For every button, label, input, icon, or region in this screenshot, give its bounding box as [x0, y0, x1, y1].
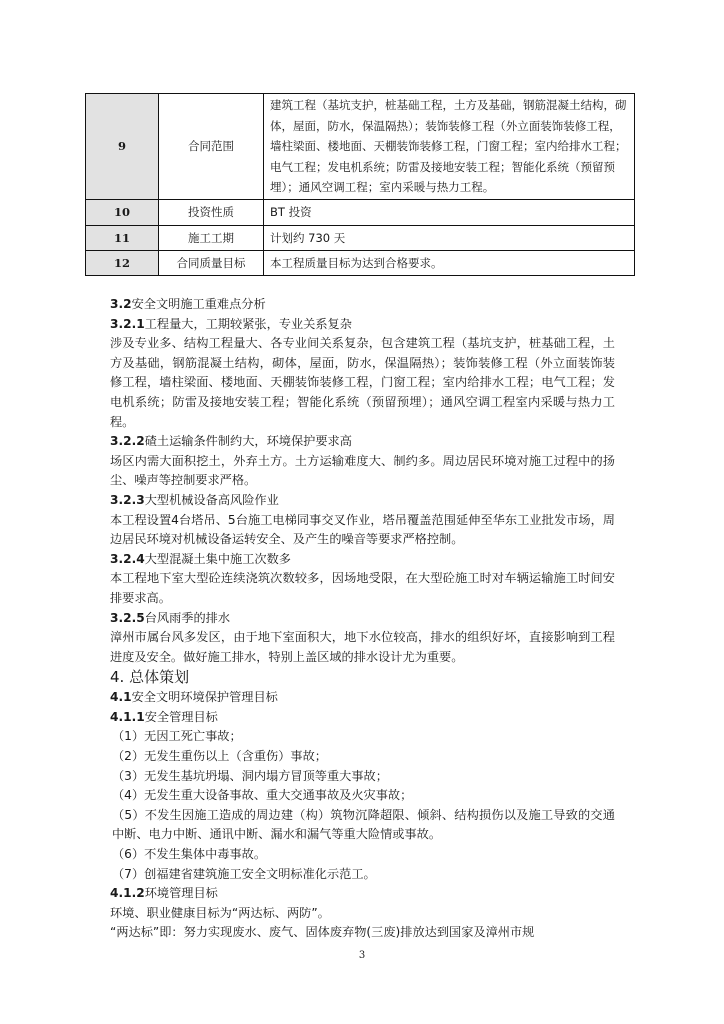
paragraph: 环境、职业健康目标为“两达标、两防”。 — [110, 905, 330, 920]
section-heading-4-1-2: 4.1.2环境管理目标 — [110, 886, 218, 901]
document-body — [110, 295, 615, 943]
section-heading-3-2: 3.2安全文明施工重难点分析 — [110, 297, 266, 311]
row-number: 10 — [86, 199, 159, 225]
row-value: 计划约 730 天 — [264, 225, 635, 250]
paragraph: 漳州市属台风多发区，由于地下室面积大，地下水位较高，排水的组织好坏，直接影响到工程进度及安全。做好施工排水，特别上盖区域的排水设计尤为重要。 — [110, 630, 615, 664]
row-number: 9 — [86, 94, 159, 200]
paragraph: 场区内需大面积挖土，外弃土方。土方运输难度大、制约多。周边居民环境对施工过程中的扬尘、噪声等控制要求严格。 — [110, 453, 615, 488]
table-row — [86, 199, 635, 225]
row-item: 合同质量目标 — [159, 250, 264, 275]
section-heading-3-2-5: 3.2.5台风雨季的排水 — [110, 610, 231, 625]
list-item: （3）无发生基坑坍塌、洞内塌方冒顶等重大事故； — [112, 768, 388, 783]
chapter-heading-4: 4. 总体策划 — [110, 668, 190, 687]
table-row — [86, 250, 635, 275]
list-item: （5）不发生因施工造成的周边建（构）筑物沉降超限、倾斜、结构损伤以及施工导致的交通中断、电力中断、通讯中断、漏水和漏气等重大险情或事故。 — [112, 807, 615, 842]
section-heading-3-2-4: 3.2.4大型混凝土集中施工次数多 — [110, 551, 291, 566]
row-item: 施工工期 — [159, 225, 264, 250]
table-row — [86, 94, 635, 200]
list-item: （7）创福建省建筑施工安全文明标准化示范工。 — [112, 866, 376, 881]
list-item: （6）不发生集体中毒事故。 — [112, 847, 267, 862]
row-value: 建筑工程（基坑支护，桩基础工程，土方及基础，钢筋混凝土结构，砌体，屋面，防水，保温隔热）；装饰装修工程（外立面装饰装修工程，墙柱梁面、楼地面、天棚装饰装修工程，门窗工程；室内给排水工程；电气工程；发电机系统；防雷及接地安装工程；智能化系统（预留预埋）；通风空调工程；室内采暖与热力工程。 — [264, 94, 635, 200]
row-value: BT 投资 — [264, 199, 635, 225]
section-heading-3-2-1: 3.2.1工程量大，工期较紧张，专业关系复杂 — [110, 316, 352, 331]
paragraph: 本工程设置4台塔吊、5台施工电梯同事交叉作业，塔吊覆盖范围延伸至华东工业批发市场，周边居民环境对机械设备运转安全、及产生的噪音等要求严格控制。 — [110, 512, 615, 547]
list-item: （1）无因工死亡事故； — [112, 729, 242, 744]
section-heading-4-1-1: 4.1.1安全管理目标 — [110, 709, 218, 724]
list-item: （4）无发生重大设备事故、重大交通事故及火灾事故； — [112, 788, 413, 803]
section-heading-4-1: 4.1安全文明环境保护管理目标 — [110, 690, 278, 705]
page-number: 3 — [358, 950, 366, 961]
paragraph: “两达标”即：努力实现废水、废气、固体废弃物(三废)排放达到国家及漳州市规 — [110, 925, 535, 940]
row-value: 本工程质量目标为达到合格要求。 — [264, 250, 635, 275]
row-number: 12 — [86, 250, 159, 275]
list-item: （2）无发生重伤以上（含重伤）事故； — [112, 749, 327, 764]
paragraph: 本工程地下室大型砼连续浇筑次数较多，因场地受限，在大型砼施工时对车辆运输施工时间安排要求高。 — [110, 571, 615, 605]
contract-info-table — [85, 93, 635, 276]
row-number: 11 — [86, 225, 159, 250]
section-heading-3-2-2: 3.2.2碴土运输条件制约大，环境保护要求高 — [110, 434, 352, 449]
table-row — [86, 225, 635, 250]
paragraph: 涉及专业多、结构工程量大、各专业间关系复杂，包含建筑工程（基坑支护，桩基础工程，土方及基础，钢筋混凝土结构，砌体，屋面，防水，保温隔热）；装饰装修工程（外立面装饰装修工程，墙柱梁面、楼地面、天棚装饰装修工程，门窗工程；室内给排水工程；电气工程；发电机系统；防雷及接地安装工程；智能化系统（预留预埋）；通风空调工程室内采暖与热力工程。 — [110, 336, 615, 429]
row-item: 合同范围 — [159, 94, 264, 200]
row-item: 投资性质 — [159, 199, 264, 225]
section-heading-3-2-3: 3.2.3大型机械设备高风险作业 — [110, 492, 279, 507]
